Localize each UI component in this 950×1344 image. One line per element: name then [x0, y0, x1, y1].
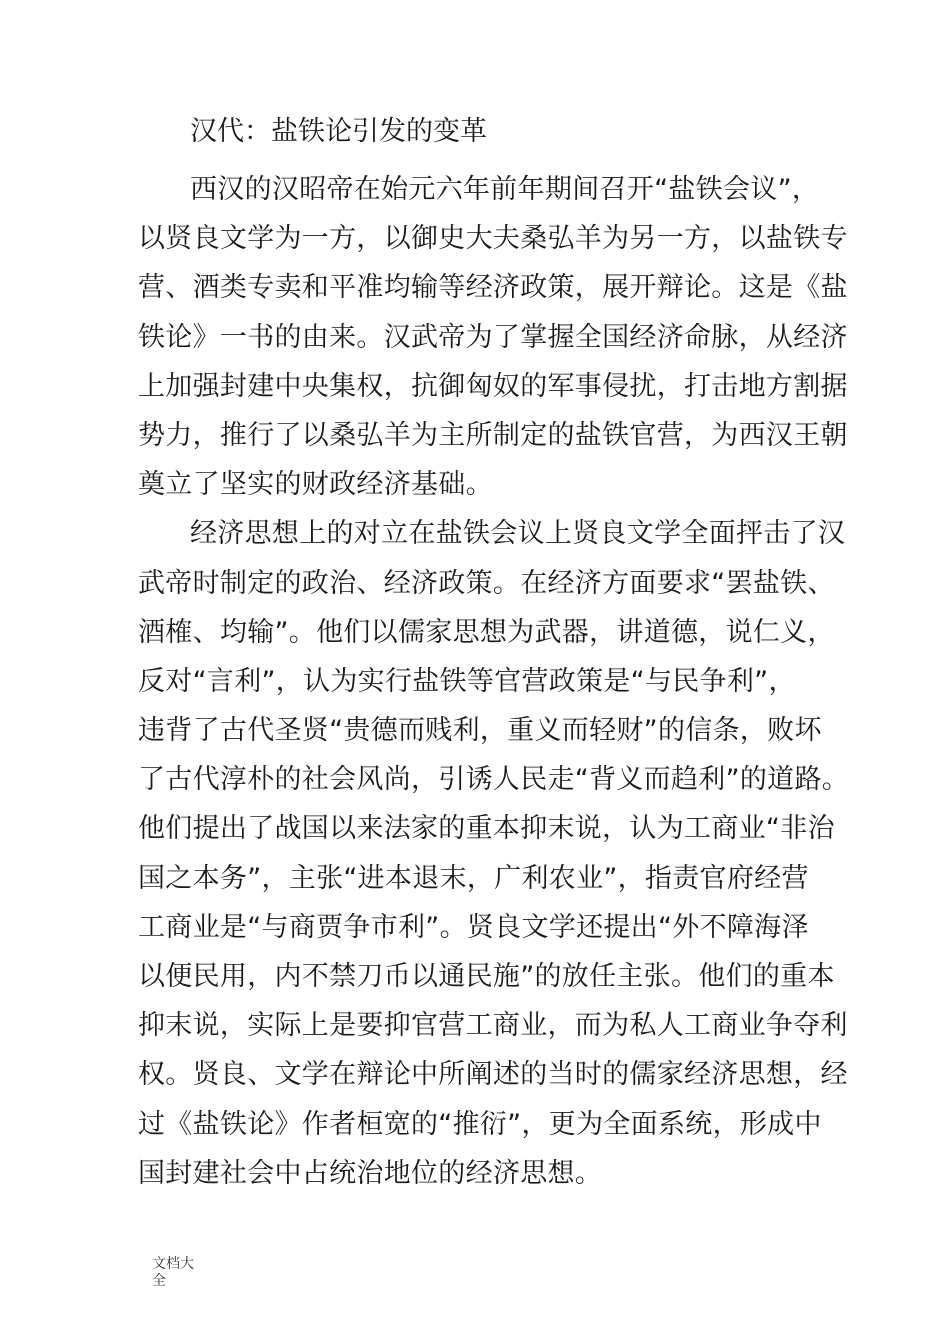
page-title: 汉代：盐铁论引发的变革: [190, 116, 487, 147]
text-line: 武帝时制定的政治、经济政策。在经济方面要求“罢盐铁、: [138, 567, 835, 599]
text-line: 抑末说，实际上是要抑官营工商业，而为私人工商业争夺利: [138, 1010, 848, 1042]
text-line: 工商业是“与商贾争市利”。贤良文学还提出“外不障海泽: [138, 911, 809, 943]
text-line: 铁论》一书的由来。汉武帝为了掌握全国经济命脉，从经济: [138, 321, 848, 353]
text-line: 权。贤良、文学在辩论中所阐述的当时的儒家经济思想，经: [138, 1059, 848, 1091]
text-line: 势力，推行了以桑弘羊为主所制定的盐铁官营，为西汉王朝: [138, 419, 848, 451]
text-line: 以贤良文学为一方，以御史大夫桑弘羊为另一方，以盐铁专: [138, 223, 848, 255]
text-line: 违背了古代圣贤“贵德而贱利，重义而轻财”的信条，败坏: [138, 715, 822, 747]
text-line: 营、酒类专卖和平准均输等经济政策，展开辩论。这是《盐: [138, 272, 848, 304]
text-line: 了古代淳朴的社会风尚，引诱人民走“背义而趋利”的道路。: [138, 764, 850, 796]
text-line: 经济思想上的对立在盐铁会议上贤良文学全面抨击了汉: [190, 518, 846, 550]
text-line: 他们提出了战国以来法家的重本抑末说，认为工商业“非治: [138, 813, 835, 845]
paragraph-2: [138, 509, 850, 1198]
document-body: [138, 165, 850, 1198]
text-line: 反对“言利”，认为实行盐铁等官营政策是“与民争利”，: [138, 665, 796, 697]
text-line: 以便民用，内不禁刀币以通民施”的放任主张。他们的重本: [138, 961, 835, 992]
footer-label: 文档大全: [152, 1256, 194, 1289]
text-line: 奠立了坚实的财政经济基础。: [138, 469, 493, 501]
text-line: 上加强封建中央集权，抗御匈奴的军事侵扰，打击地方割据: [138, 370, 848, 402]
text-line: 国封建社会中占统治地位的经济思想。: [138, 1157, 603, 1189]
text-line: 国之本务”，主张“进本退末，广利农业”，指责官府经营: [138, 862, 809, 894]
paragraph-1: [138, 165, 848, 509]
text-line: 西汉的汉昭帝在始元六年前年期间召开“盐铁会议”，: [190, 174, 820, 205]
text-line: 过《盐铁论》作者桓宽的“推衍”，更为全面系统，形成中: [138, 1108, 822, 1140]
text-line: 酒榷、均输”。他们以儒家思想为武器，讲道德，说仁义，: [138, 616, 835, 648]
